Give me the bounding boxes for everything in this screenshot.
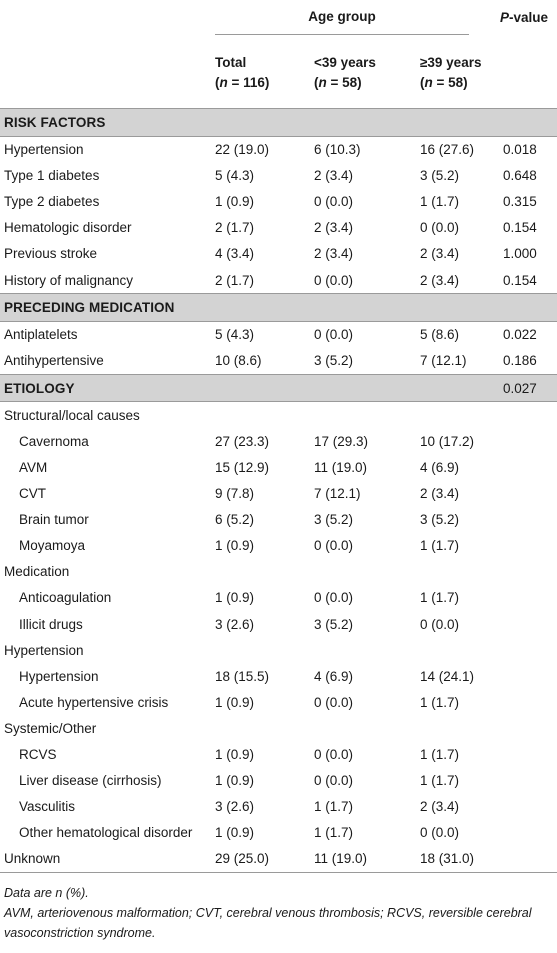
young-cell: 1 (1.7) (314, 825, 354, 841)
young-cell: 0 (0.0) (314, 590, 354, 606)
total-cell (207, 402, 306, 429)
p-value-cell (491, 794, 557, 820)
table-row (0, 611, 557, 637)
table-row (0, 715, 557, 741)
row-label: History of malignancy (4, 272, 134, 288)
p-value-cell (491, 715, 557, 741)
total-cell: 9 (7.8) (215, 486, 255, 502)
total-cell: 29 (25.0) (207, 846, 306, 873)
old-cell: 7 (12.1) (420, 353, 467, 369)
old-cell (412, 402, 491, 429)
old-cell: 5 (8.6) (420, 327, 460, 343)
old-cell: 1 (1.7) (420, 694, 460, 710)
p-value-cell (491, 402, 557, 429)
young-column-header: <39 years (n = 58) (306, 38, 412, 109)
old-cell: 0 (0.0) (420, 825, 460, 841)
table-row (0, 481, 557, 507)
p-value-cell (491, 585, 557, 611)
table-row (0, 348, 557, 375)
row-label: Illicit drugs (19, 616, 83, 632)
row-label: Hematologic disorder (4, 220, 132, 236)
table-row (0, 637, 557, 663)
old-cell: 3 (5.2) (420, 168, 460, 184)
young-cell: 11 (19.0) (306, 846, 412, 873)
section-header-row (0, 294, 557, 322)
total-cell: 1 (0.9) (215, 194, 255, 210)
table-row (0, 559, 557, 585)
p-value-cell: 0.315 (503, 194, 537, 210)
total-cell (207, 559, 306, 585)
young-cell (306, 559, 412, 585)
total-cell: 6 (5.2) (215, 512, 255, 528)
young-cell: 2 (3.4) (314, 246, 354, 262)
row-label: Medication (4, 564, 70, 580)
table-row (0, 189, 557, 215)
table-row (0, 507, 557, 533)
row-label: Anticoagulation (19, 590, 112, 606)
row-label: Type 1 diabetes (4, 168, 100, 184)
row-label: Hypertension (19, 668, 99, 684)
young-cell: 0 (0.0) (314, 773, 354, 789)
total-cell: 2 (1.7) (215, 272, 255, 288)
young-cell (306, 715, 412, 741)
p-value-cell (491, 741, 557, 767)
row-label: Acute hypertensive crisis (19, 694, 169, 710)
old-cell: 2 (3.4) (420, 272, 460, 288)
p-value-cell (491, 559, 557, 585)
p-value-cell (491, 611, 557, 637)
old-cell (412, 374, 491, 402)
p-value-cell: 0.154 (503, 272, 537, 288)
row-label: RISK FACTORS (0, 109, 207, 137)
p-value-cell (491, 454, 557, 480)
p-value-cell (491, 428, 557, 454)
row-label: CVT (19, 486, 46, 502)
young-cell: 2 (3.4) (314, 220, 354, 236)
age-group-header: Age group (207, 0, 491, 38)
table-row (0, 454, 557, 480)
row-label: Systemic/Other (4, 720, 97, 736)
old-cell: 3 (5.2) (420, 512, 460, 528)
p-value-cell: 0.022 (503, 327, 537, 343)
row-label: Previous stroke (4, 246, 98, 262)
table-row (0, 689, 557, 715)
young-cell: 3 (5.2) (314, 353, 354, 369)
row-label: Antihypertensive (4, 353, 104, 369)
header-row-top (0, 0, 557, 38)
total-cell: 18 (15.5) (215, 668, 270, 684)
young-cell: 3 (5.2) (314, 512, 354, 528)
footnote-abbreviations: AVM, arteriovenous malformation; CVT, cerebral venous thrombosis; RCVS, reversible cerebral vasoconstriction syndrome. (4, 906, 532, 940)
old-cell: 1 (1.7) (420, 538, 460, 554)
old-cell (412, 294, 491, 322)
row-label: Hypertension (4, 142, 84, 158)
total-cell: 5 (4.3) (215, 327, 255, 343)
p-value-cell (491, 768, 557, 794)
table-row (0, 241, 557, 267)
old-cell: 4 (6.9) (420, 459, 460, 475)
total-cell: 1 (0.9) (215, 773, 255, 789)
row-label: ETIOLOGY (0, 374, 207, 402)
p-value-cell (491, 481, 557, 507)
young-cell: 0 (0.0) (314, 194, 354, 210)
old-cell: 2 (3.4) (420, 246, 460, 262)
old-cell: 0 (0.0) (420, 616, 460, 632)
young-cell (306, 402, 412, 429)
young-cell (306, 109, 412, 137)
header-empty-cell (0, 38, 207, 109)
p-value-cell: 1.000 (503, 246, 537, 262)
old-cell (412, 637, 491, 663)
young-cell: 0 (0.0) (314, 694, 354, 710)
p-value-cell: 0.027 (491, 374, 557, 402)
p-value-header: P-value (499, 10, 549, 25)
young-cell: 0 (0.0) (314, 747, 354, 763)
old-cell (412, 559, 491, 585)
table-row (0, 741, 557, 767)
total-cell: 10 (8.6) (215, 353, 262, 369)
total-cell: 1 (0.9) (215, 590, 255, 606)
total-cell: 1 (0.9) (215, 694, 255, 710)
table-body (0, 109, 557, 873)
old-cell: 1 (1.7) (420, 194, 460, 210)
row-label: RCVS (19, 747, 57, 763)
row-label: Vasculitis (19, 799, 76, 815)
total-cell (207, 637, 306, 663)
table-row (0, 794, 557, 820)
row-label: AVM (19, 459, 48, 475)
row-label: Brain tumor (19, 512, 89, 528)
total-cell: 3 (2.6) (215, 799, 255, 815)
old-cell: 10 (17.2) (420, 433, 475, 449)
table-row (0, 136, 557, 163)
header-row-columns (0, 38, 557, 109)
table-row (0, 321, 557, 348)
section-header-row (0, 109, 557, 137)
old-cell: 14 (24.1) (420, 668, 475, 684)
old-cell: 2 (3.4) (420, 799, 460, 815)
total-cell (207, 374, 306, 402)
young-cell: 3 (5.2) (314, 616, 354, 632)
young-cell: 1 (1.7) (314, 799, 354, 815)
total-cell (207, 294, 306, 322)
total-cell: 1 (0.9) (215, 825, 255, 841)
young-cell: 0 (0.0) (314, 272, 354, 288)
old-cell: 16 (27.6) (420, 142, 475, 158)
total-cell (207, 715, 306, 741)
table-row (0, 585, 557, 611)
young-cell: 6 (10.3) (314, 142, 361, 158)
table-row (0, 846, 557, 873)
p-value-cell (491, 689, 557, 715)
table-row (0, 533, 557, 559)
row-label: Unknown (0, 846, 207, 873)
table-row (0, 267, 557, 294)
young-cell (306, 294, 412, 322)
row-label: Antiplatelets (4, 327, 78, 343)
row-label: Other hematological disorder (19, 825, 193, 841)
p-value-cell (491, 533, 557, 559)
young-cell: 2 (3.4) (314, 168, 354, 184)
young-cell: 17 (29.3) (314, 433, 369, 449)
total-cell: 27 (23.3) (215, 433, 270, 449)
old-column-header: ≥39 years (n = 58) (412, 38, 491, 109)
total-cell: 1 (0.9) (215, 747, 255, 763)
table-row (0, 820, 557, 846)
old-cell (412, 109, 491, 137)
old-cell: 1 (1.7) (420, 747, 460, 763)
total-cell: 3 (2.6) (215, 616, 255, 632)
young-cell: 11 (19.0) (314, 459, 368, 475)
table-footnotes (4, 883, 554, 943)
old-cell: 0 (0.0) (420, 220, 460, 236)
table-row (0, 402, 557, 429)
row-label: Liver disease (cirrhosis) (19, 773, 162, 789)
row-label: Structural/local causes (4, 407, 140, 423)
young-cell (306, 374, 412, 402)
p-value-cell (491, 846, 557, 873)
young-cell: 0 (0.0) (314, 327, 354, 343)
p-value-cell (491, 663, 557, 689)
young-cell (306, 637, 412, 663)
young-cell: 0 (0.0) (314, 538, 354, 554)
p-value-cell (491, 109, 557, 137)
total-cell: 5 (4.3) (215, 168, 255, 184)
row-label: Cavernoma (19, 433, 89, 449)
table-row (0, 663, 557, 689)
old-cell: 2 (3.4) (420, 486, 460, 502)
p-value-cell (491, 820, 557, 846)
old-cell: 1 (1.7) (420, 773, 460, 789)
total-cell: 4 (3.4) (215, 246, 255, 262)
p-value-cell: 0.186 (503, 353, 537, 369)
p-value-cell: 0.018 (503, 142, 537, 158)
old-cell (412, 715, 491, 741)
table-row (0, 428, 557, 454)
total-cell: 15 (12.9) (215, 459, 270, 475)
young-cell: 4 (6.9) (314, 668, 354, 684)
old-cell: 1 (1.7) (420, 590, 460, 606)
header-empty-cell (0, 0, 207, 38)
young-cell: 7 (12.1) (314, 486, 361, 502)
old-cell: 18 (31.0) (412, 846, 491, 873)
p-value-cell: 0.648 (503, 168, 537, 184)
p-value-cell (491, 507, 557, 533)
total-cell: 22 (19.0) (215, 142, 270, 158)
row-label: PRECEDING MEDICATION (0, 294, 207, 322)
total-column-header: Total (n = 116) (207, 38, 306, 109)
total-cell: 2 (1.7) (215, 220, 255, 236)
table-row (0, 215, 557, 241)
p-value-cell (491, 294, 557, 322)
table-row (0, 163, 557, 189)
p-value-cell (491, 637, 557, 663)
row-label: Hypertension (4, 642, 84, 658)
p-value-cell: 0.154 (503, 220, 537, 236)
row-label: Moyamoya (19, 538, 86, 554)
footnote-data-format: Data are n (%). (4, 886, 89, 900)
section-header-row (0, 374, 557, 402)
table-row (0, 768, 557, 794)
total-cell (207, 109, 306, 137)
row-label: Type 2 diabetes (4, 194, 100, 210)
total-cell: 1 (0.9) (215, 538, 255, 554)
